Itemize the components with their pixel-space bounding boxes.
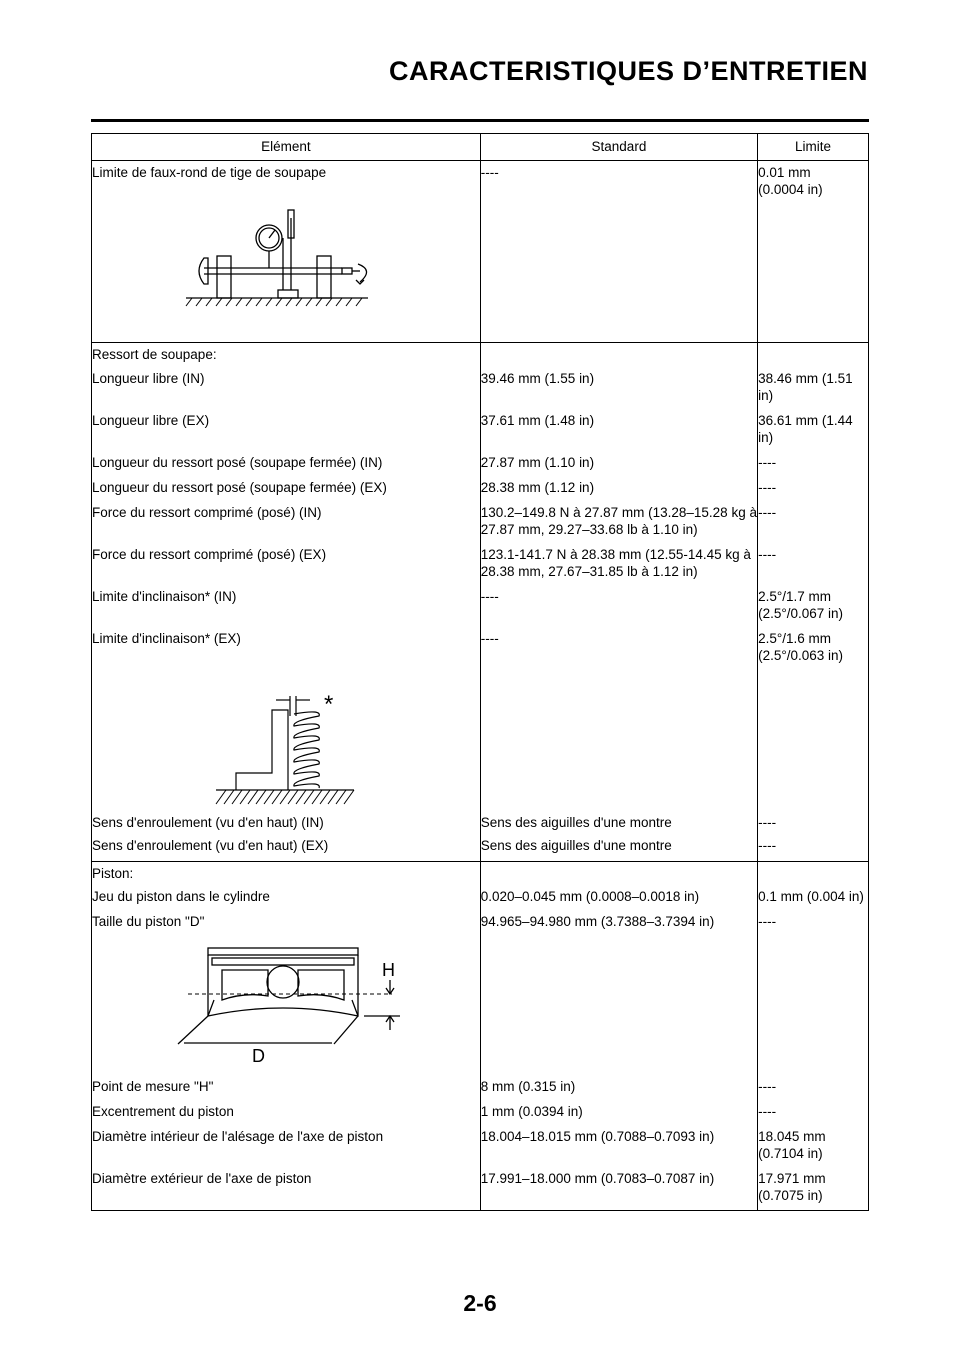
element-cell: Limite d'inclinaison* (IN) <box>92 588 481 630</box>
section-heading-row <box>92 342 869 369</box>
element-cell: Longueur libre (IN) <box>92 369 481 412</box>
table-row <box>92 1128 869 1170</box>
table-row <box>92 1170 869 1211</box>
table-row <box>92 161 869 199</box>
element-cell: Limite d'inclinaison* (EX) <box>92 630 481 664</box>
col-header-limit: Limite <box>758 134 869 161</box>
figure-row <box>92 930 869 1078</box>
table-row <box>92 504 869 546</box>
spring-tilt-diagram <box>210 678 360 808</box>
limit-cell: ---- <box>758 837 869 862</box>
spring-figure-cell <box>92 664 481 814</box>
limit-cell: ---- <box>758 1103 869 1128</box>
figure-row <box>92 664 869 814</box>
tilt-marker: * <box>324 690 334 718</box>
standard-cell: Sens des aiguilles d'une montre <box>480 814 757 837</box>
element-cell: Limite de faux-rond de tige de soupape <box>92 161 481 199</box>
limit-cell: ---- <box>758 479 869 504</box>
table-row <box>92 888 869 913</box>
standard-cell: 37.61 mm (1.48 in) <box>480 412 757 454</box>
standard-cell: 17.991–18.000 mm (0.7083–0.7087 in) <box>480 1170 757 1211</box>
title-rule <box>91 119 869 122</box>
standard-cell: ---- <box>480 630 757 664</box>
page-number: 2-6 <box>463 1290 497 1316</box>
standard-cell: Sens des aiguilles d'une montre <box>480 837 757 862</box>
element-cell: Longueur du ressort posé (soupape fermée) (EX) <box>92 479 481 504</box>
standard-cell: ---- <box>480 161 757 199</box>
piston-measure-diagram <box>174 944 404 1069</box>
section-heading-spring: Ressort de soupape: <box>92 342 481 369</box>
limit-cell: 17.971 mm (0.7075 in) <box>758 1170 869 1211</box>
section-heading-row <box>92 861 869 888</box>
table-row <box>92 837 869 862</box>
figure-row <box>92 198 869 342</box>
standard-cell: 18.004–18.015 mm (0.7088–0.7093 in) <box>480 1128 757 1170</box>
piston-label-h: H <box>382 959 395 980</box>
limit-cell: 2.5°/1.7 mm (2.5°/0.067 in) <box>758 588 869 630</box>
element-cell: Jeu du piston dans le cylindre <box>92 888 481 913</box>
element-cell: Sens d'enroulement (vu d'en haut) (IN) <box>92 814 481 837</box>
standard-cell: 0.020–0.045 mm (0.0008–0.0018 in) <box>480 888 757 913</box>
page-title: CARACTERISTIQUES D’ENTRETIEN <box>388 56 868 86</box>
limit-cell: 18.045 mm (0.7104 in) <box>758 1128 869 1170</box>
standard-cell: 94.965–94.980 mm (3.7388–3.7394 in) <box>480 913 757 930</box>
element-cell: Force du ressort comprimé (posé) (IN) <box>92 504 481 546</box>
limit-cell: ---- <box>758 546 869 588</box>
standard-cell: 28.38 mm (1.12 in) <box>480 479 757 504</box>
element-cell: Longueur du ressort posé (soupape fermée) (IN) <box>92 454 481 479</box>
table-row <box>92 588 869 630</box>
limit-cell: ---- <box>758 454 869 479</box>
limit-cell: ---- <box>758 1078 869 1103</box>
valve-runout-diagram <box>182 198 382 318</box>
section-heading-piston: Piston: <box>92 861 481 888</box>
element-cell: Longueur libre (EX) <box>92 412 481 454</box>
limit-cell: 36.61 mm (1.44 in) <box>758 412 869 454</box>
col-header-element: Elément <box>92 134 481 161</box>
table-row <box>92 479 869 504</box>
limit-cell: ---- <box>758 814 869 837</box>
limit-cell: 0.01 mm (0.0004 in) <box>758 161 869 199</box>
element-cell: Taille du piston "D" <box>92 913 481 930</box>
standard-cell: 130.2–149.8 N à 27.87 mm (13.28–15.28 kg à 27.87 mm, 29.27–33.68 lb à 1.10 in) <box>480 504 757 546</box>
table-row <box>92 412 869 454</box>
standard-cell: 8 mm (0.315 in) <box>480 1078 757 1103</box>
col-header-standard: Standard <box>480 134 757 161</box>
limit-cell: 0.1 mm (0.004 in) <box>758 888 869 913</box>
limit-cell: 2.5°/1.6 mm (2.5°/0.063 in) <box>758 630 869 664</box>
piston-figure-cell <box>92 930 481 1078</box>
table-row <box>92 1078 869 1103</box>
limit-cell: ---- <box>758 913 869 930</box>
standard-cell: 1 mm (0.0394 in) <box>480 1103 757 1128</box>
element-cell: Force du ressort comprimé (posé) (EX) <box>92 546 481 588</box>
piston-label-d: D <box>252 1045 265 1066</box>
limit-cell: 38.46 mm (1.51 in) <box>758 369 869 412</box>
limit-cell: ---- <box>758 504 869 546</box>
runout-figure-cell <box>92 198 481 342</box>
element-cell: Diamètre extérieur de l'axe de piston <box>92 1170 481 1211</box>
table-row <box>92 454 869 479</box>
standard-cell: ---- <box>480 588 757 630</box>
table-row <box>92 630 869 664</box>
element-cell: Excentrement du piston <box>92 1103 481 1128</box>
table-header-row <box>92 134 869 161</box>
table-row <box>92 369 869 412</box>
standard-cell: 123.1-141.7 N à 28.38 mm (12.55-14.45 kg à 28.38 mm, 27.67–31.85 lb à 1.12 in) <box>480 546 757 588</box>
table-row <box>92 546 869 588</box>
table-row <box>92 913 869 930</box>
element-cell: Point de mesure "H" <box>92 1078 481 1103</box>
spec-table <box>91 133 869 1211</box>
standard-cell: 39.46 mm (1.55 in) <box>480 369 757 412</box>
standard-cell: 27.87 mm (1.10 in) <box>480 454 757 479</box>
element-cell: Sens d'enroulement (vu d'en haut) (EX) <box>92 837 481 862</box>
table-row <box>92 814 869 837</box>
element-cell: Diamètre intérieur de l'alésage de l'axe de piston <box>92 1128 481 1170</box>
table-row <box>92 1103 869 1128</box>
